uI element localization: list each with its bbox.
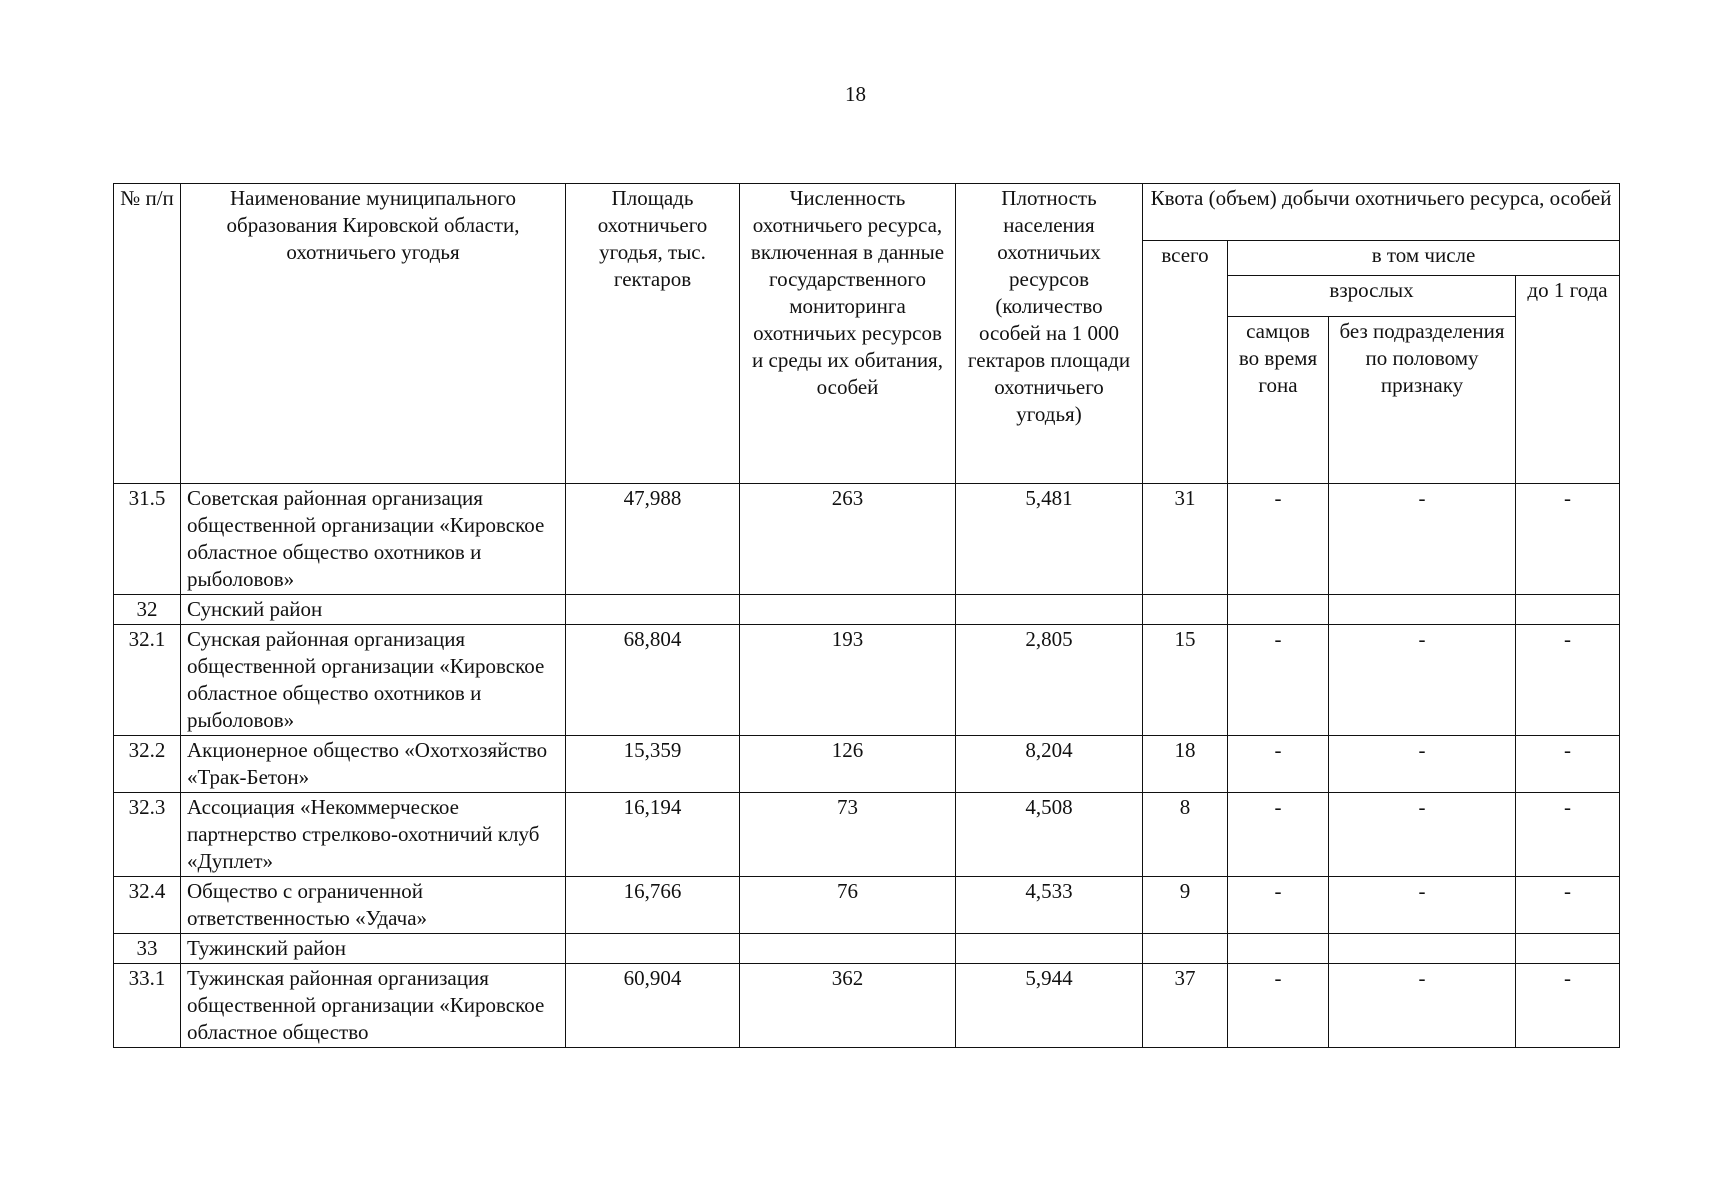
cell-no-sex: - [1329,793,1516,877]
cell-area: 16,194 [566,793,740,877]
cell-males-rut: - [1228,964,1329,1048]
cell-total: 37 [1143,964,1228,1048]
cell-area: 60,904 [566,964,740,1048]
table-row [114,877,1620,934]
cell-num: 32.1 [114,625,181,736]
cell-count: 193 [740,625,956,736]
cell-total: 8 [1143,793,1228,877]
cell-density: 5,481 [956,484,1143,595]
cell-males-rut: - [1228,793,1329,877]
cell-no-sex [1329,595,1516,625]
cell-total: 18 [1143,736,1228,793]
table-row [114,484,1620,595]
header-adults: взрослых [1228,276,1516,317]
cell-no-sex: - [1329,484,1516,595]
cell-num: 33 [114,934,181,964]
cell-count: 362 [740,964,956,1048]
cell-count: 73 [740,793,956,877]
table-row [114,736,1620,793]
cell-males-rut: - [1228,736,1329,793]
cell-under1: - [1516,964,1620,1048]
cell-name: Сунский район [181,595,566,625]
cell-males-rut: - [1228,484,1329,595]
cell-males-rut: - [1228,625,1329,736]
cell-name: Ассоциация «Некоммерческое партнерство стрелково-охотничий клуб «Дуплет» [181,793,566,877]
table-row [114,934,1620,964]
cell-count: 126 [740,736,956,793]
header-area: Площадь охотничьего угодья, тыс. гектаров [566,184,740,484]
cell-under1: - [1516,625,1620,736]
cell-density: 4,508 [956,793,1143,877]
cell-density: 8,204 [956,736,1143,793]
cell-name: Тужинская районная организация общественной организации «Кировское областное общество [181,964,566,1048]
header-name: Наименование муниципального образования Кировской области, охотничьего угодья [181,184,566,484]
cell-density [956,934,1143,964]
cell-total: 9 [1143,877,1228,934]
table-row [114,625,1620,736]
cell-density: 2,805 [956,625,1143,736]
cell-total: 31 [1143,484,1228,595]
cell-no-sex: - [1329,877,1516,934]
cell-area: 15,359 [566,736,740,793]
page-number: 18 [845,82,866,106]
cell-under1 [1516,595,1620,625]
header-num: № п/п [114,184,181,484]
cell-num: 32.4 [114,877,181,934]
cell-males-rut [1228,934,1329,964]
table-header [114,184,1620,484]
cell-under1: - [1516,484,1620,595]
cell-no-sex: - [1329,736,1516,793]
cell-area: 47,988 [566,484,740,595]
cell-num: 32.2 [114,736,181,793]
cell-under1: - [1516,877,1620,934]
cell-density: 4,533 [956,877,1143,934]
cell-total [1143,934,1228,964]
cell-name: Советская районная организация общественной организации «Кировское областное общество охотников и рыболовов» [181,484,566,595]
cell-area [566,934,740,964]
cell-count [740,595,956,625]
cell-count: 263 [740,484,956,595]
cell-num: 32.3 [114,793,181,877]
cell-count [740,934,956,964]
header-no-sex: без подразделения по половому признаку [1329,317,1516,484]
cell-area [566,595,740,625]
cell-num: 31.5 [114,484,181,595]
cell-count: 76 [740,877,956,934]
cell-no-sex: - [1329,964,1516,1048]
cell-under1: - [1516,736,1620,793]
header-males-rut: самцов во время гона [1228,317,1329,484]
header-quota: Квота (объем) добычи охотничьего ресурса, особей [1143,184,1620,241]
cell-density [956,595,1143,625]
cell-name: Сунская районная организация общественной организации «Кировское областное общество охотников и рыболовов» [181,625,566,736]
header-under1: до 1 года [1516,276,1620,484]
cell-no-sex: - [1329,625,1516,736]
cell-num: 32 [114,595,181,625]
cell-area: 16,766 [566,877,740,934]
header-total: всего [1143,241,1228,484]
cell-density: 5,944 [956,964,1143,1048]
cell-under1: - [1516,793,1620,877]
cell-under1 [1516,934,1620,964]
header-density: Плотность населения охотничьих ресурсов (количество особей на 1 000 гектаров площади охотничьего угодья) [956,184,1143,484]
cell-males-rut [1228,595,1329,625]
cell-name: Акционерное общество «Охотхозяйство «Трак-Бетон» [181,736,566,793]
header-count: Численность охотничьего ресурса, включенная в данные государственного мониторинга охотничьих ресурсов и среды их обитания, особей [740,184,956,484]
table-row [114,595,1620,625]
cell-num: 33.1 [114,964,181,1048]
cell-total [1143,595,1228,625]
table-body [114,484,1620,1048]
table-row [114,793,1620,877]
table-row [114,964,1620,1048]
header-including: в том числе [1228,241,1620,276]
cell-area: 68,804 [566,625,740,736]
quota-table [113,183,1620,1048]
cell-name: Общество с ограниченной ответственностью «Удача» [181,877,566,934]
cell-no-sex [1329,934,1516,964]
cell-total: 15 [1143,625,1228,736]
cell-males-rut: - [1228,877,1329,934]
cell-name: Тужинский район [181,934,566,964]
